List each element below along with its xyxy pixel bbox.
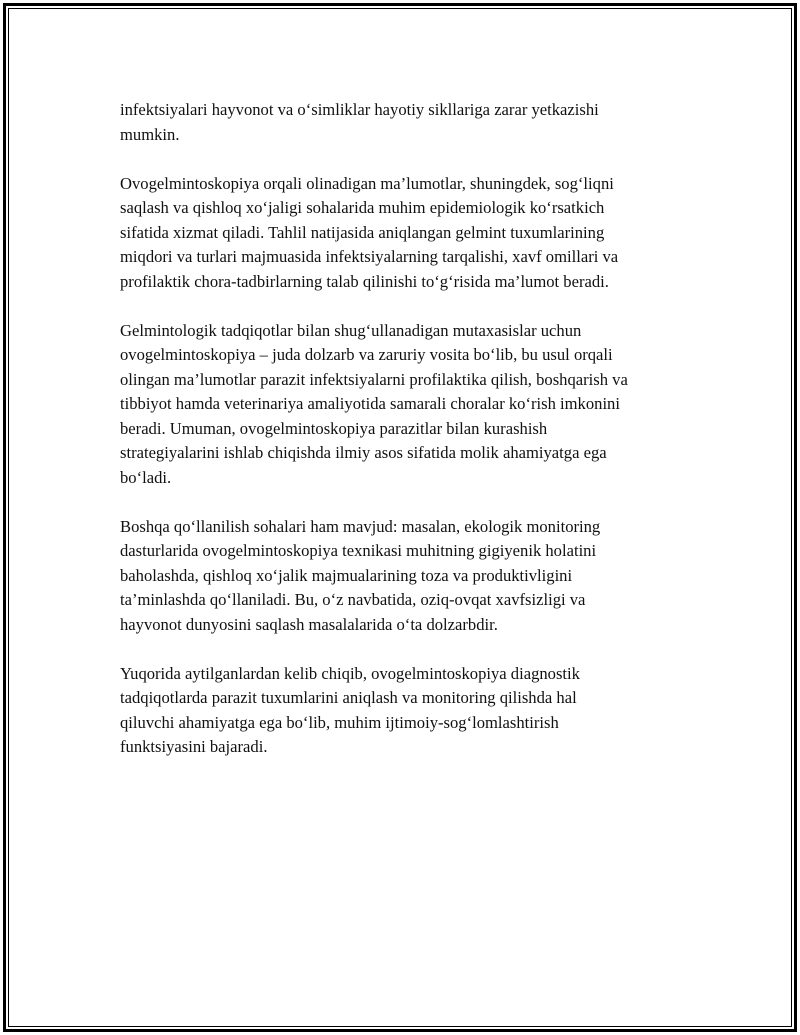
text-line: beradi. Umuman, ovogelmintoskopiya parazitlar bilan kurashish [120,418,548,438]
text-line: baholashda, qishloq xo‘jalik majmualarining toza va produktivligini [120,565,573,585]
text-line: ta’minlashda qo‘llaniladi. Bu, o‘z navbatida, oziq-ovqat xavfsizligi va [120,590,586,609]
text-line: sifatida xizmat qiladi. Tahlil natijasida aniqlangan gelmint tuxumlarining [120,222,605,242]
text-line: mumkin. [120,124,180,144]
text-line: bo‘ladi. [120,467,172,487]
text-line: strategiyalarini ishlab chiqishda ilmiy asos sifatida molik ahamiyatga ega [120,443,607,462]
text-line: miqdori va turlari majmuasida infektsiyalarning tarqalishi, xavf omillari va [120,247,619,266]
text-line: hayvonot dunyosini saqlash masalalarida o‘ta dolzarbdir. [120,614,498,634]
paragraph-3 [120,319,700,491]
text-line: ovogelmintoskopiya – juda dolzarb va zaruriy vosita bo‘lib, bu usul orqali [120,345,613,364]
page-border-frame [3,3,797,1032]
text-line: qiluvchi ahamiyatga ega bo‘lib, muhim ijtimoiy-sog‘lomlashtirish [120,712,559,732]
text-line: Yuqorida aytilganlardan kelib chiqib, ovogelmintoskopiya diagnostik [120,663,580,683]
text-line: profilaktik chora-tadbirlarning talab qilinishi to‘g‘risida ma’lumot beradi. [120,271,609,291]
text-line: tibbiyot hamda veterinariya amaliyotida samarali choralar ko‘rish imkonini [120,394,620,413]
text-line: saqlash va qishloq xo‘jaligi sohalarida muhim epidemiologik ko‘rsatkich [120,198,605,217]
paragraph-1 [120,98,700,147]
text-line: Gelmintologik tadqiqotlar bilan shug‘ullanadigan mutaxasislar uchun [120,320,582,340]
paragraph-2 [120,172,700,295]
text-line: dasturlarida ovogelmintoskopiya texnikasi muhitning gigiyenik holatini [120,541,597,560]
text-line: Ovogelmintoskopiya orqali olinadigan ma’lumotlar, shuningdek, sog‘liqni [120,173,614,193]
text-line: Boshqa qo‘llanilish sohalari ham mavjud: masalan, ekologik monitoring [120,516,601,536]
text-line: infektsiyalari hayvonot va o‘simliklar hayotiy sikllariga zarar yetkazishi [120,100,599,119]
document-body [120,98,700,784]
paragraph-4 [120,515,700,638]
text-line: olingan ma’lumotlar parazit infektsiyalarni profilaktika qilish, boshqarish va [120,369,628,389]
text-line: tadqiqotlarda parazit tuxumlarini aniqlash va monitoring qilishda hal [120,688,577,707]
text-line: funktsiyasini bajaradi. [120,737,268,756]
paragraph-5 [120,662,700,760]
